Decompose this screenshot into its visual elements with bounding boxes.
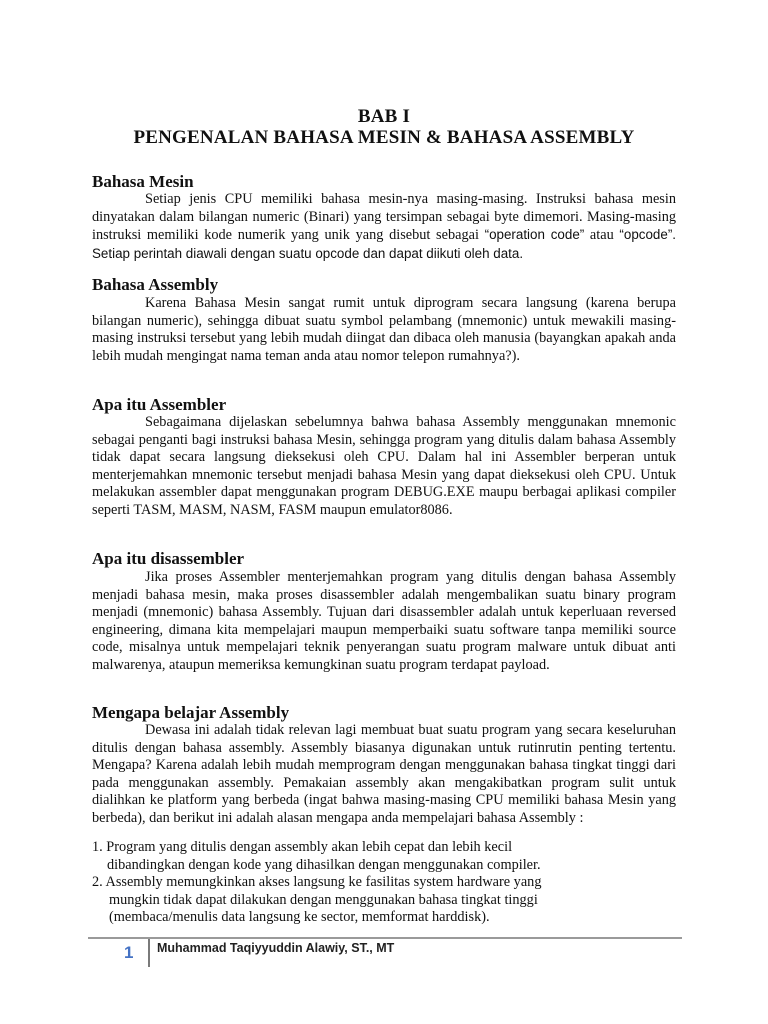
list-item-continuation: (membaca/menulis data langsung ke sector, memformat harddisk). [109,909,490,926]
list-item [92,874,676,927]
section-paragraph-assembler: Sebagaimana dijelaskan sebelumnya bahwa bahasa Assembly menggunakan mnemonic sebagai penganti bagi instruksi bahasa Mesin, sehingga program yang ditulis dalam bahasa Assembly tidak dapat secara langsung dieksekusi oleh CPU. Dalam hal ini Assembler berperan untuk menterjemahkan mnemonic tersebut menjadi bahasa Mesin yang dapat dieksekusi oleh CPU. Untuk melakukan assembler dapat menggunakan program DEBUG.EXE maupu berbagai aplikasi compiler seperti TASM, MASM, NASM, FASM maupun emulator8086. [92,414,676,518]
section-paragraph-bahasa-mesin [92,191,676,263]
page-title: PENGENALAN BAHASA MESIN & BAHASA ASSEMBLY [133,127,635,148]
section-heading-bahasa-assembly: Bahasa Assembly [92,275,219,294]
list-item-continuation: mungkin tidak dapat dilakukan dengan menggunakan bahasa tingkat tinggi [109,891,538,908]
section-paragraph-disassembler: Jika proses Assembler menterjemahkan program yang ditulis dengan bahasa Assembly menjadi bahasa mesin, maka proses disassembler adalah mengembalikan suatu binary program menjadi (mnemonic) bahasa Assembly. Tujuan dari disassembler adalah untuk keperluaan reversed engineering, dimana kita mempelajari maupun memperbaiki suatu software tanpa memiliki source code, misalnya untuk mempelajari teknik penyerangan suatu program malware untuk dibuat anti malwarenya, ataupun memeriksa kemungkinan suatu program terdapat payload. [92,569,676,673]
list-item-first-line: 2. Assembly memungkinkan akses langsung ke fasilitas system hardware yang [92,874,542,891]
section-paragraph-mengapa: Dewasa ini adalah tidak relevan lagi membuat buat suatu program yang secara keseluruhan ditulis dengan bahasa assembly. Assembly biasanya digunakan untuk rutinrutin penting tertentu. Mengapa? Karena adalah lebih mudah memprogram dengan menggunakan bahasa tingkat tinggi dari pada menggunakan assembly. Pemakaian assembly akan mengakibatkan program sulit untuk dialihkan ke platform yang berbeda (ingat bahwa masing-masing CPU memiliki bahasa Mesin yang berbeda), dan berikut ini adalah alasan mengapa anda mempelajari bahasa Assembly : [92,722,676,826]
footer-divider [88,937,682,939]
section-heading-bahasa-mesin: Bahasa Mesin [92,172,194,191]
section-paragraph-bahasa-assembly: Karena Bahasa Mesin sangat rumit untuk diprogram secara langsung (karena berupa bilangan numeric), sehingga dibuat suatu symbol pelambang (mnemonic) untuk mewakili masing-masing instruksi tersebut yang lebih mudah diingat dan dibaca oleh manusia (bayangkan apakah anda lebih mudah mengingat nama teman anda atau nomor telepon rumahnya?). [92,295,676,364]
reasons-list [92,839,676,927]
section-heading-assembler: Apa itu Assembler [92,395,227,414]
section-heading-disassembler: Apa itu disassembler [92,549,245,568]
paragraph-connector: atau [584,227,620,244]
opcode-term: “opcode”. Setiap perintah diawali dengan suatu opcode dan dapat diikuti oleh data. [92,227,676,261]
list-item [92,839,676,874]
footer-vertical-divider [148,939,150,967]
list-item-first-line: 1. Program yang ditulis dengan assembly akan lebih cepat dan lebih kecil [92,839,513,855]
footer-author: Muhammad Taqiyyuddin Alawiy, ST., MT [157,941,395,955]
page-number: 1 [124,943,134,962]
operation-code-term: “operation code” [484,227,585,243]
paragraph-text: Setiap jenis CPU memiliki bahasa mesin-nya masing-masing. Instruksi bahasa mesin dinyatakan dalam bilangan numeric (Binari) yang tersimpan sebagai byte dimemori. Masing-masing instruksi memiliki kode numerik yang unik yang disebut sebagai [92,191,676,244]
section-heading-mengapa: Mengapa belajar Assembly [92,703,290,722]
chapter-label: BAB I [357,106,411,127]
list-item-continuation: dibandingkan dengan kode yang dihasilkan dengan menggunakan compiler. [107,856,541,873]
